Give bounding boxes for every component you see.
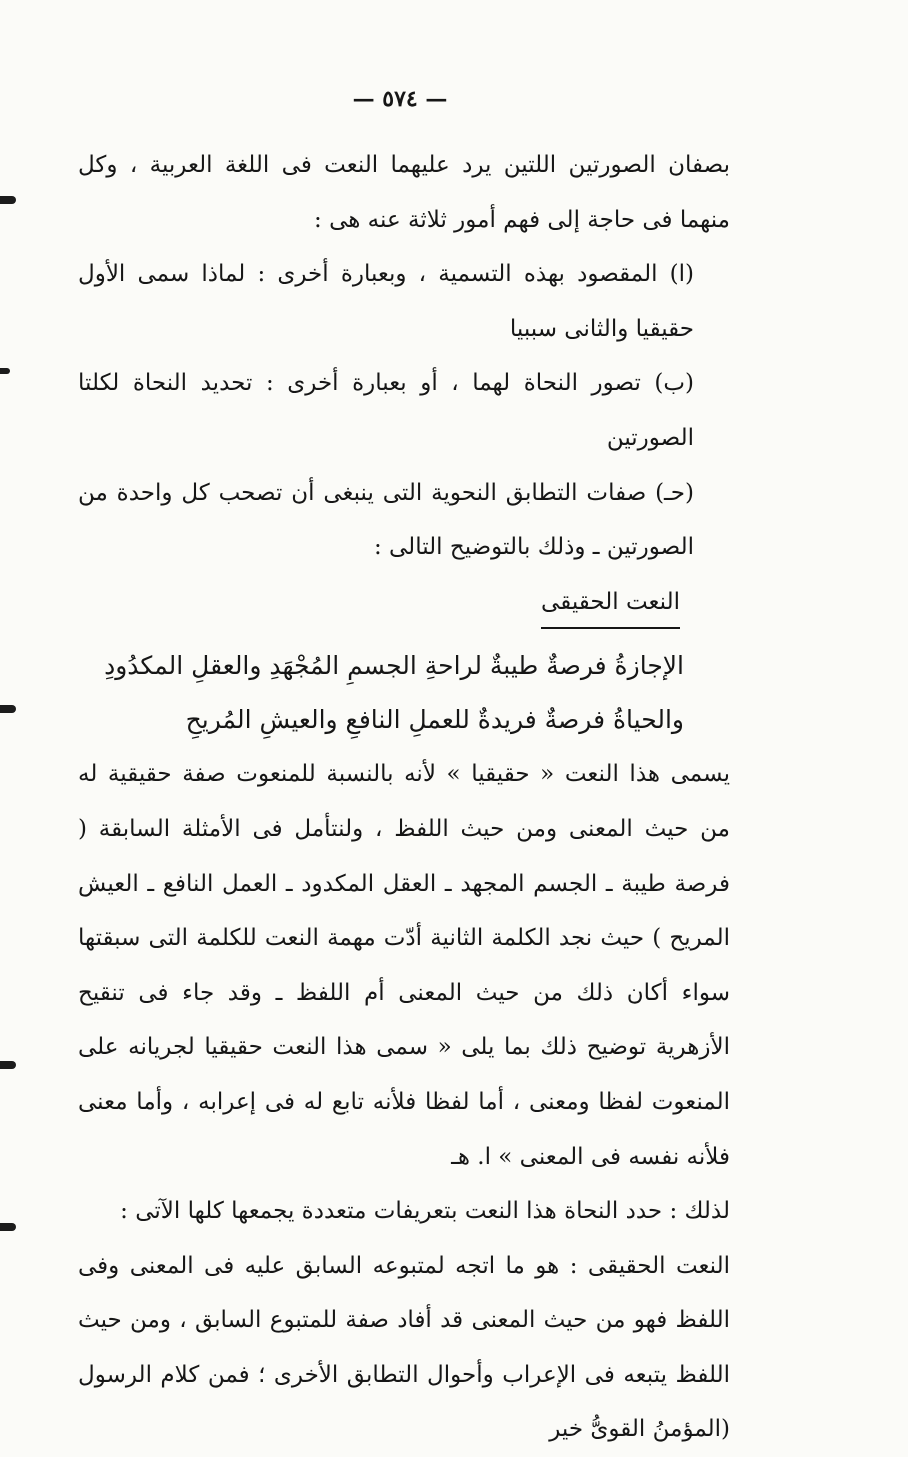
margin-mark: [0, 1223, 16, 1231]
margin-mark: [0, 196, 16, 204]
margin-mark: [0, 368, 10, 374]
heading-row: [78, 575, 730, 630]
margin-mark: [0, 1061, 16, 1069]
margin-mark: [0, 705, 16, 713]
item-a: (ا) المقصود بهذه التسمية ، وبعبارة أخرى : لماذا سمى الأول حقيقيا والثانى سببيا: [78, 261, 694, 342]
item-b: (ب) تصور النحاة لهما ، أو بعبارة أخرى : تحديد النحاة لكلتا الصورتين: [78, 370, 694, 451]
section-heading: النعت الحقيقى: [541, 581, 680, 629]
page-number: — ٥٧٤ —: [352, 86, 448, 112]
item-c: (حـ) صفات التطابق النحوية التى ينبغى أن تصحب كل واحدة من الصورتين ـ وذلك بالتوضيح التالى :: [78, 479, 694, 561]
text-body: [78, 138, 730, 1457]
explanation-paragraph: يسمى هذا النعت « حقيقيا » لأنه بالنسبة للمنعوت صفة حقيقية له من حيث المعنى ومن حيث اللفظ ، ولنتأمل فى الأمثلة السابقة ( فرصة طيبة ـ الجسم المجهد ـ العقل المكدود ـ العمل النافع ـ العيش المريح ) حيث نجد الكلمة الثانية أدّت مهمة النعت للكلمة التى سبقتها سواء أكان ذلك من حيث المعنى أم اللفظ ـ وقد جاء فى تنقيح الأزهرية توضيح ذلك بما يلى « سمى هذا النعت حقيقيا لجريانه على المنعوت لفظا ومعنى ، أما لفظا فلأنه تابع له فى إعرابه ، وأما معنى فلأنه نفسه فى المعنى » ا. هـ: [78, 761, 730, 1170]
definition-paragraph: النعت الحقيقى : هو ما اتجه لمتبوعه السابق عليه فى المعنى وفى اللفظ فهو من حيث المعنى قد أفاد صفة للمتبوع السابق ، ومن حيث اللفظ يتبعه فى الإعراب وأحوال التطابق الأخرى ؛ فمن كلام الرسول (المؤمنُ القوىُّ خير: [78, 1252, 730, 1443]
example-verses: [78, 639, 730, 747]
example-line-1: الإجازةُ فرصةٌ طيبةٌ لراحةِ الجسمِ المُجْهَدِ والعقلِ المكدُودِ: [104, 651, 684, 681]
intro-paragraph: بصفان الصورتين اللتين يرد عليهما النعت فى اللغة العربية ، وكل منهما فى حاجة إلى فهم أمور ثلاثة عنه هى :: [78, 152, 730, 233]
example-line-2: والحياةُ فرصةٌ فريدةٌ للعملِ النافعِ والعيشِ المُريحِ: [185, 705, 684, 735]
definition-intro-paragraph: لذلك : حدد النحاة هذا النعت بتعريفات متعددة يجمعها كلها الآتى :: [120, 1198, 730, 1225]
